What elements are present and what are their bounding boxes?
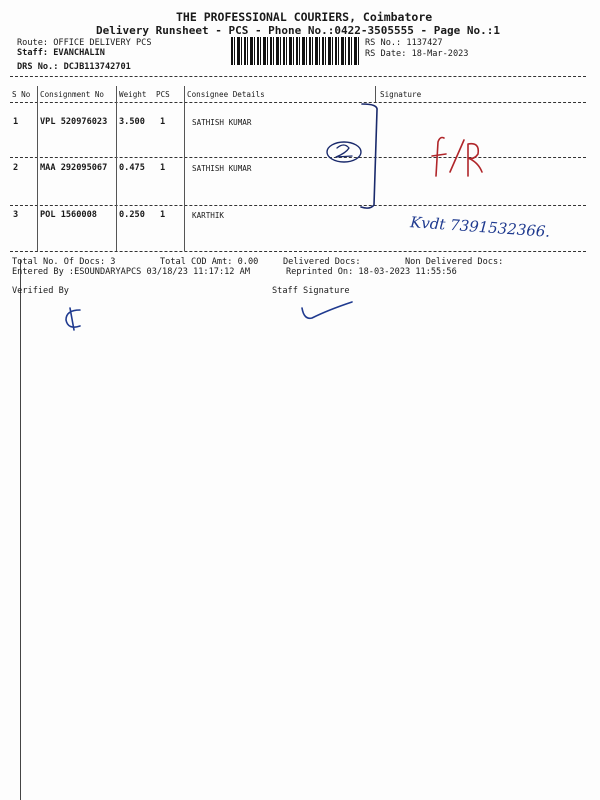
row-1-weight: 3.500 (119, 117, 145, 127)
column-header-pcs: PCS (156, 90, 170, 99)
verified-by-label: Verified By (12, 286, 69, 296)
drs-number: DRS No.: DCJB113742701 (17, 62, 131, 72)
rs-date: RS Date: 18-Mar-2023 (365, 49, 469, 59)
row-2-consignee: SATHISH KUMAR (192, 164, 252, 173)
row-1-signature-mark (428, 132, 488, 182)
row-3-sno: 3 (13, 210, 19, 220)
row-1-consignee: SATHISH KUMAR (192, 118, 252, 127)
row-2-consignment: MAA 292095067 (40, 163, 108, 173)
row-3-handwritten-note: Kvdt 7391532366. (409, 213, 551, 241)
delivered-docs: Delivered Docs: (283, 257, 361, 267)
row-3-pcs: 1 (160, 210, 166, 220)
circled-two-mark (322, 138, 372, 168)
row-3-consignment: POL 1560008 (40, 210, 97, 220)
column-header-signature: Signature (380, 90, 422, 99)
row-3-weight: 0.250 (119, 210, 145, 220)
row-2-pcs: 1 (160, 163, 166, 173)
company-name: THE PROFESSIONAL COURIERS, Coimbatore (176, 10, 433, 24)
row-2-weight: 0.475 (119, 163, 145, 173)
staff-signature-label: Staff Signature (272, 286, 350, 296)
runsheet-subtitle: Delivery Runsheet - PCS - Phone No.:0422-3505555 - Page No.:1 (96, 24, 500, 37)
rs-number: RS No.: 1137427 (365, 38, 443, 48)
row-1-consignment: VPL 520976023 (40, 117, 108, 127)
staff-label: Staff: EVANCHALIN (17, 48, 105, 58)
column-header-sno: S No (12, 90, 31, 99)
staff-signature-mark (298, 298, 358, 328)
reprinted-on: Reprinted On: 18-03-2023 11:55:56 (286, 267, 457, 277)
route-label: Route: OFFICE DELIVERY PCS (17, 38, 152, 48)
total-docs: Total No. Of Docs: 3 (12, 257, 116, 267)
column-header-consignment: Consignment No (40, 90, 105, 99)
row-1-pcs: 1 (160, 117, 166, 127)
column-header-weight: Weight (119, 90, 147, 99)
verified-by-signature (60, 304, 90, 334)
column-header-consignee: Consignee Details (187, 90, 265, 99)
row-2-sno: 2 (13, 163, 19, 173)
total-cod: Total COD Amt: 0.00 (160, 257, 259, 267)
row-1-sno: 1 (13, 117, 19, 127)
non-delivered-docs: Non Delivered Docs: (405, 257, 504, 267)
entered-by: Entered By :ESOUNDARYAPCS 03/18/23 11:17:12 AM (12, 267, 250, 277)
row-3-consignee: KARTHIK (192, 211, 225, 220)
